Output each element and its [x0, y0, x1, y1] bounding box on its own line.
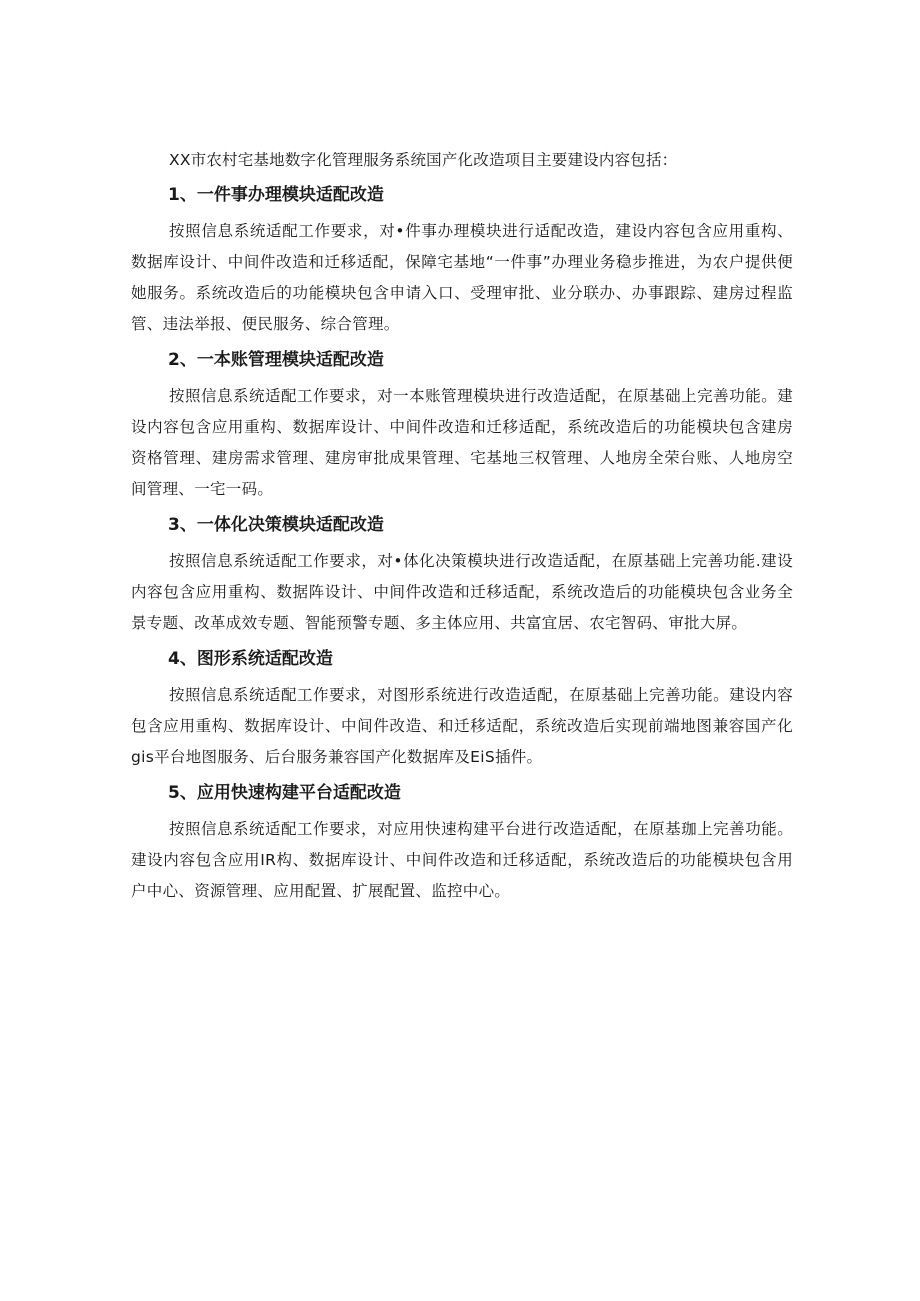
- section-body: 按照信息系统适配工作要求，对图形系统进行改造适配，在原基础上完善功能。建设内容包含应用重构、数据库设计、中间件改造、和迁移适配，系统改造后实现前端地图兼容国产化gis平台地图服务、后台服务兼容国产化数据库及EiS插件。: [131, 686, 793, 766]
- section-heading: 2、一本账管理模块适配改造: [168, 350, 384, 370]
- document-page: [131, 145, 793, 912]
- section-heading: 1、一件事办理模块适配改造: [168, 185, 384, 205]
- section-2: [131, 345, 793, 505]
- section-heading: 5、应用快速构建平台适配改造: [168, 783, 401, 803]
- section-heading: 3、一体化决策模块适配改造: [168, 515, 384, 535]
- section-4: [131, 644, 793, 773]
- section-body: 按照信息系统适配工作要求，对一本账管理模块进行改造适配，在原基础上完善功能。建设内容包含应用重构、数据库设计、中间件改造和迁移适配，系统改造后的功能模块包含建房资格管理、建房需求管理、建房审批成果管理、宅基地三权管理、人地房全荣台账、人地房空间管理、一宅一码。: [131, 387, 793, 498]
- section-body: 按照信息系统适配工作要求，对应用快速构建平台进行改造适配，在原基珈上完善功能。建设内容包含应用IR构、数据库设计、中间件改造和迁移适配，系统改造后的功能模块包含用户中心、资源管理、应用配置、扩展配置、监控中心。: [131, 820, 793, 900]
- section-1: [131, 180, 793, 340]
- section-heading: 4、图形系统适配改造: [168, 649, 333, 669]
- section-5: [131, 778, 793, 907]
- intro-text: XX市农村宅基地数字化管理服务系统国产化改造项目主要建设内容包括：: [169, 151, 678, 169]
- section-body: 按照信息系统适配工作要求，对•件事办理模块进行适配改造，建设内容包含应用重构、数据库设计、中间件改造和迁移适配，保障宅基地“一件事”办理业务稳步推进，为农户提供便她服务。系统改造后的功能模块包含申请入口、受理审批、业分联办、办事跟踪、建房过程监管、违法举报、便民服务、综合管理。: [131, 222, 793, 333]
- section-3: [131, 510, 793, 639]
- section-body: 按照信息系统适配工作要求，对•体化决策模块进行改造适配，在原基础上完善功能.建设内容包含应用重构、数据阵设计、中间件改造和迁移适配，系统改造后的功能模块包含业务全景专题、改革成效专题、智能预警专题、多主体应用、共富宜居、农宅智码、审批大屏。: [131, 552, 793, 632]
